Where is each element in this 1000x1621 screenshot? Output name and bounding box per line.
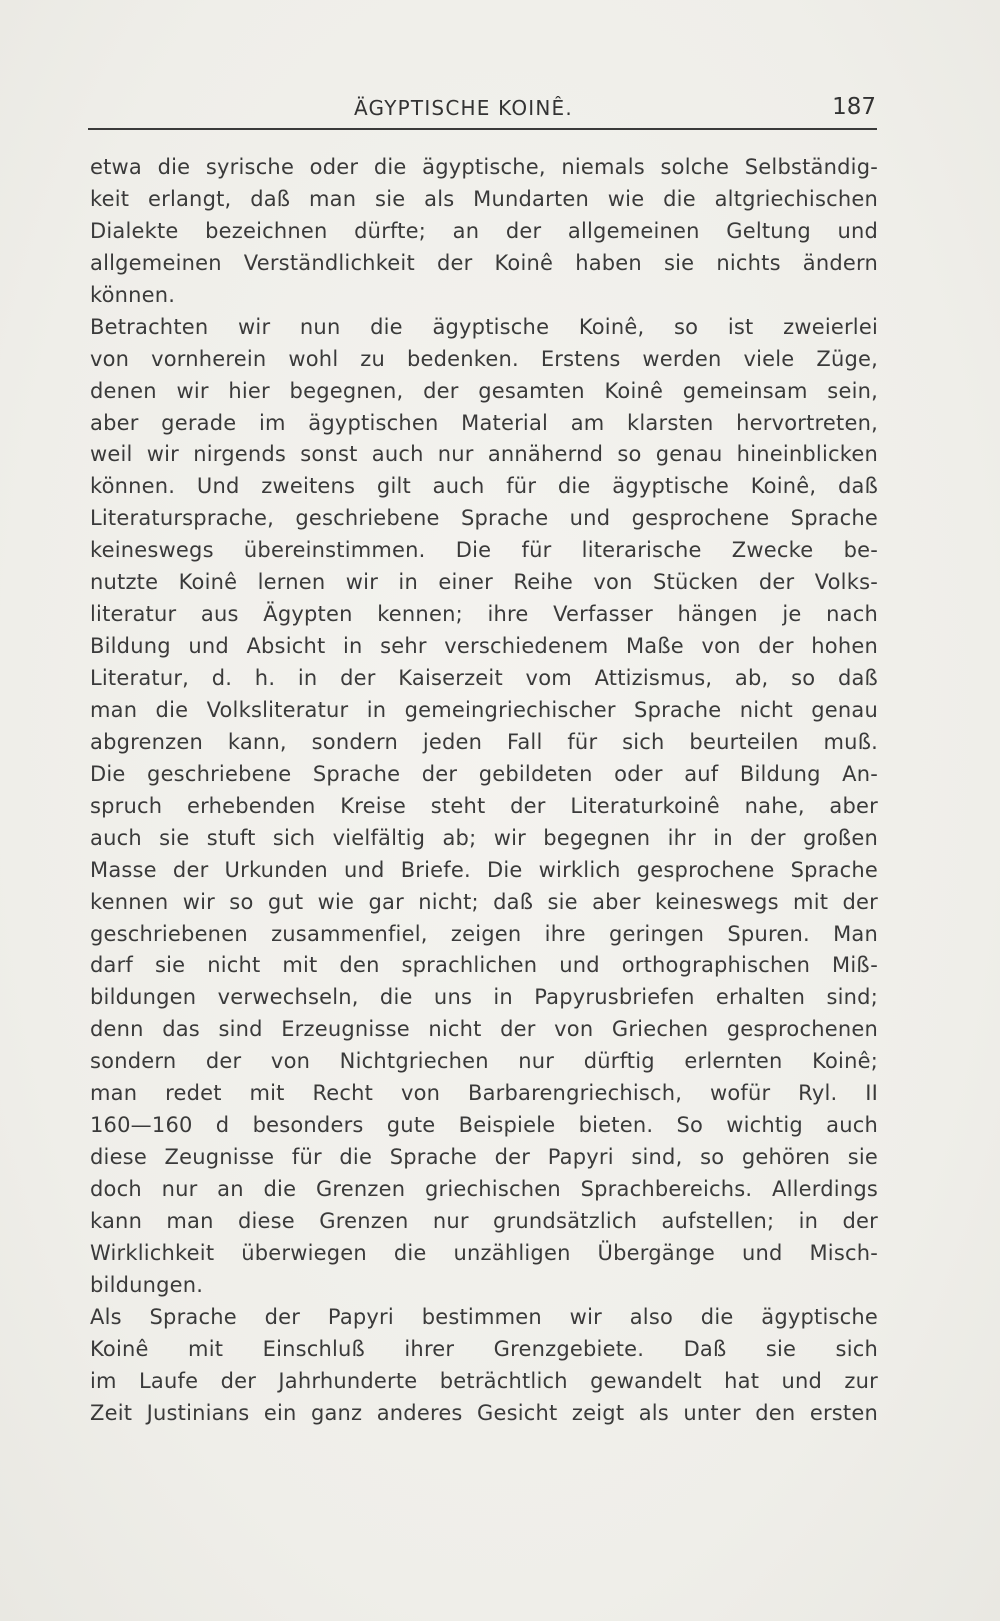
text-line: darf sie nicht mit den sprachlichen und orthographischen Miß- (90, 953, 878, 978)
text-line: von vornherein wohl zu bedenken. Erstens werden viele Züge, (90, 346, 878, 371)
text-line: geschriebenen zusammenfiel, zeigen ihre geringen Spuren. Man (90, 921, 878, 946)
running-title: ÄGYPTISCHE KOINÊ. (354, 96, 573, 120)
page-number: 187 (832, 94, 876, 120)
text-line: abgrenzen kann, sondern jeden Fall für sich beurteilen muß. (90, 729, 878, 754)
text-line: bildungen. (90, 1272, 204, 1297)
text-line: nutzte Koinê lernen wir in einer Reihe von Stücken der Volks- (90, 570, 878, 595)
text-line: 160—160 d besonders gute Beispiele bieten. So wichtig auch (90, 1113, 878, 1138)
text-line: literatur aus Ägypten kennen; ihre Verfasser hängen je nach (90, 602, 878, 627)
text-line: sondern der von Nichtgriechen nur dürftig erlernten Koinê; (90, 1049, 878, 1074)
text-line: spruch erhebenden Kreise steht der Literaturkoinê nahe, aber (90, 793, 878, 818)
text-line: Wirklichkeit überwiegen die unzähligen Übergänge und Misch- (90, 1240, 878, 1265)
text-line: können. Und zweitens gilt auch für die ägyptische Koinê, daß (90, 474, 878, 499)
text-line: Masse der Urkunden und Briefe. Die wirklich gesprochene Sprache (90, 857, 878, 882)
text-line: allgemeinen Verständlichkeit der Koinê haben sie nichts ändern (90, 250, 878, 275)
text-line: kennen wir so gut wie gar nicht; daß sie aber keineswegs mit der (90, 889, 878, 914)
text-line: keit erlangt, daß man sie als Mundarten wie die altgriechischen (90, 186, 878, 211)
text-line: kann man diese Grenzen nur grundsätzlich aufstellen; in der (90, 1208, 878, 1233)
text-line: doch nur an die Grenzen griechischen Sprachbereichs. Allerdings (90, 1177, 878, 1201)
text-line: man die Volksliteratur in gemeingriechischer Sprache nicht genau (90, 697, 878, 722)
text-line: Die geschriebene Sprache der gebildeten oder auf Bildung An- (90, 761, 878, 786)
text-line: weil wir nirgends sonst auch nur annähernd so genau hineinblicken (90, 442, 878, 467)
text-line: denen wir hier begegnen, der gesamten Koinê gemeinsam sein, (90, 378, 878, 403)
text-line: Literatur, d. h. in der Kaiserzeit vom Attizismus, ab, so daß (90, 666, 878, 690)
text-line: denn das sind Erzeugnisse nicht der von Griechen gesprochenen (90, 1017, 878, 1042)
text-line: Dialekte bezeichnen dürfte; an der allgemeinen Geltung und (90, 218, 878, 243)
text-line: bildungen verwechseln, die uns in Papyrusbriefen erhalten sind; (90, 985, 878, 1010)
text-line: etwa die syrische oder die ägyptische, niemals solche Selbständig- (90, 155, 878, 179)
body-text (90, 152, 878, 1430)
text-line: können. (90, 282, 176, 307)
text-line: Bildung und Absicht in sehr verschiedenem Maße von der hohen (90, 634, 878, 659)
text-line: Koinê mit Einschluß ihrer Grenzgebiete. Daß sie sich (90, 1336, 878, 1361)
text-line: Literatursprache, geschriebene Sprache und gesprochene Sprache (90, 506, 878, 531)
text-line: aber gerade im ägyptischen Material am klarsten hervortreten, (90, 410, 878, 435)
text-line: man redet mit Recht von Barbarengriechisch, wofür Ryl. II (90, 1081, 878, 1106)
page-header (88, 96, 876, 130)
text-line: Betrachten wir nun die ägyptische Koinê, so ist zweierlei (90, 314, 878, 339)
text-line: im Laufe der Jahrhunderte beträchtlich gewandelt hat und zur (90, 1368, 878, 1393)
text-line: auch sie stuft sich vielfältig ab; wir begegnen ihr in der großen (90, 825, 878, 850)
header-rule (88, 128, 877, 130)
text-line: Zeit Justinians ein ganz anderes Gesicht zeigt als unter den ersten (90, 1400, 878, 1425)
text-line: keineswegs übereinstimmen. Die für literarische Zwecke be- (90, 538, 878, 563)
text-line: Als Sprache der Papyri bestimmen wir also die ägyptische (90, 1304, 878, 1329)
text-line: diese Zeugnisse für die Sprache der Papyri sind, so gehören sie (90, 1145, 878, 1170)
